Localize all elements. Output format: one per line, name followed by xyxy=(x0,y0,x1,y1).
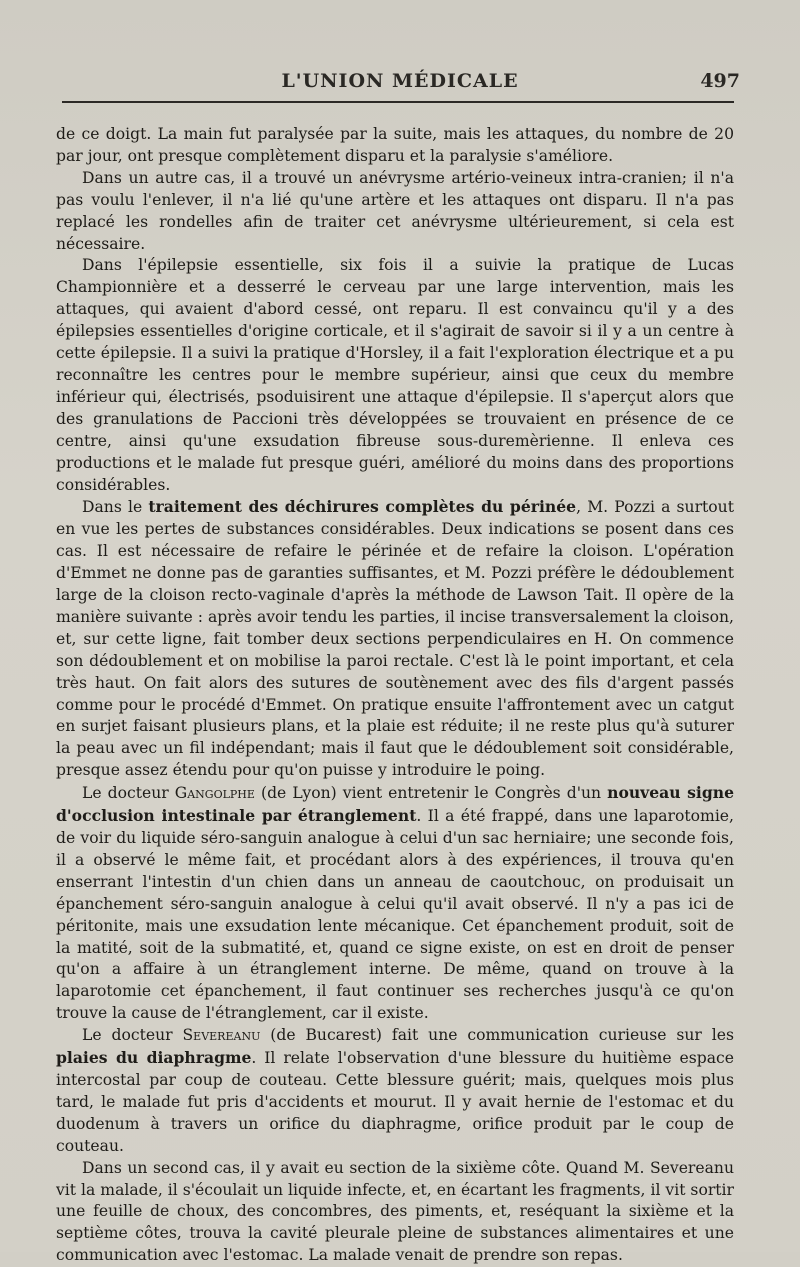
article-body xyxy=(56,124,734,1267)
paragraph-1 xyxy=(56,124,734,168)
emphasis-diaphragme: plaies du diaphragme xyxy=(56,1048,252,1068)
paragraph-text: Dans un autre cas, il a trouvé un anévrysme artério-veineux intra-cranien; il n'a pas voulu l'enlever, il n'a lié qu'une artère et les attaques ont disparu. Il n'a pas replacé les rondelles afin de traiter cet anévrysme ultérieurement, si cela est nécessaire. xyxy=(56,168,734,253)
paragraph-text-after: , M. Pozzi a surtout en vue les pertes de substances considérables. Deux indications se posent dans ces cas. Il est nécessaire de refaire le périnée et de refaire la cloison. L'opération d'Emmet ne donne pas de garanties suffisantes, et M. Pozzi préfère le dédoublement large de la cloison recto-vaginale d'après la méthode de Lawson Tait. Il opère de la manière suivante : après avoir tendu les parties, il incise transversalement la cloison, et, sur cette ligne, fait tomber deux sections perpendiculaires en H. On commence son dédoublement et on mobilise la paroi rectale. C'est là le point important, et cela très haut. On fait alors des sutures de soutènement avec des fils d'argent passés comme pour le procédé d'Emmet. On pratique ensuite l'affrontement avec un catgut en surjet faisant plusieurs plans, et la plaie est réduite; il ne reste plus qu'à suturer la peau avec un fil indépendant; mais il faut que le dédoublement soit considérable, presque assez étendu pour qu'on puisse y introduire le poing. xyxy=(56,498,734,780)
paragraph-text-after: . Il relate l'observation d'une blessure du huitième espace intercostal par coup de couteau. Cette blessure guérit; mais, quelques mois plus tard, le malade fut pris d'accidents et mourut. Il y avait hernie de l'estomac et du duodenum à travers un orifice du diaphragme, orifice produit par le coup de couteau. xyxy=(56,1049,734,1155)
paragraph-text: de ce doigt. La main fut paralysée par la suite, mais les attaques, du nombre de 20 par jour, ont presque complètement disparu et la paralysie s'améliore. xyxy=(56,125,734,165)
page-number: 497 xyxy=(700,70,740,92)
paragraph-text-after: . Il a été frappé, dans une laparotomie, de voir du liquide séro-sanguin analogue à celui d'un sac herniaire; une seconde fois, il a observé le même fait, et procédant alors à des expériences, il trouva qu'en enserrant l'intestin d'un chien dans un anneau de caoutchouc, on produisait un épanchement séro-sanguin analogue à celui qu'il avait observé. Il n'y a pas ici de péritonite, mais une exsudation lente mécanique. Cet épanchement produit, soit de la matité, soit de la submatité, et, quand ce signe existe, on est en droit de penser qu'on a affaire à un étranglement interne. De même, quand on trouve à la laparotomie cet épanchement, il faut continuer ses recherches jusqu'à ce qu'on trouve la cause de l'étranglement, car il existe. xyxy=(56,807,734,1023)
paragraph-4 xyxy=(56,496,734,782)
paragraph-text-middle: (de Bucarest) fait une communication curieuse sur les xyxy=(260,1026,735,1045)
author-gangolphe: Gangolphe xyxy=(174,784,255,803)
paragraph-text-middle: (de Lyon) vient entretenir le Congrès d'un xyxy=(254,784,608,803)
emphasis-occlusion: nouveau signe d'occlusion intestinale par étranglement xyxy=(56,783,734,826)
paragraph-text-before: Le docteur xyxy=(82,1026,183,1045)
paragraph-3 xyxy=(56,255,734,496)
paragraph-text-before: Dans le xyxy=(82,498,149,517)
paragraph-text: Dans un second cas, il y avait eu section de la sixième côte. Quand M. Severeanu vit la malade, il s'écoulait un liquide infecte, et, en écartant les fragments, il vit sortir une feuille de choux, des concombres, des piments, et, reséquant la sixième et la septième côtes, trouva la cavité pleurale pleine de substances alimentaires et une communication avec l'estomac. La malade venait de prendre son repas. xyxy=(56,1158,734,1265)
header-rule xyxy=(62,101,734,103)
paragraph-text-before: Le docteur xyxy=(82,784,175,803)
author-severeanu: Severeanu xyxy=(182,1026,261,1045)
paragraph-2 xyxy=(56,168,734,256)
running-title: L'UNION MÉDICALE xyxy=(281,70,519,92)
paragraph-5 xyxy=(56,782,734,1025)
paragraph-6 xyxy=(56,1025,734,1157)
page-header xyxy=(60,70,740,96)
paragraph-text: Dans l'épilepsie essentielle, six fois il a suivie la pratique de Lucas Championnière et a desserré le cerveau par une large intervention, mais les attaques, qui avaient d'abord cessé, ont reparu. Il est convaincu qu'il y a des épilepsies essentielles d'origine corticale, et il s'agirait de savoir si il y a un centre à cette épilepsie. Il a suivi la pratique d'Horsley, il a fait l'exploration électrique et a pu reconnaître les centres pour le membre supérieur, ainsi que ceux du membre inférieur qui, électrisés, psoduisirent une attaque d'épilepsie. Il s'aperçut alors que des granulations de Paccioni très développées se trouvaient en présence de ce centre, ainsi qu'une exsudation fibreuse sous-duremèrienne. Il enleva ces productions et le malade fut presque guéri, amélioré du moins dans des proportions considérables. xyxy=(56,256,734,494)
emphasis-perinee: traitement des déchirures complètes du périnée xyxy=(148,497,577,517)
paragraph-7 xyxy=(56,1158,734,1267)
